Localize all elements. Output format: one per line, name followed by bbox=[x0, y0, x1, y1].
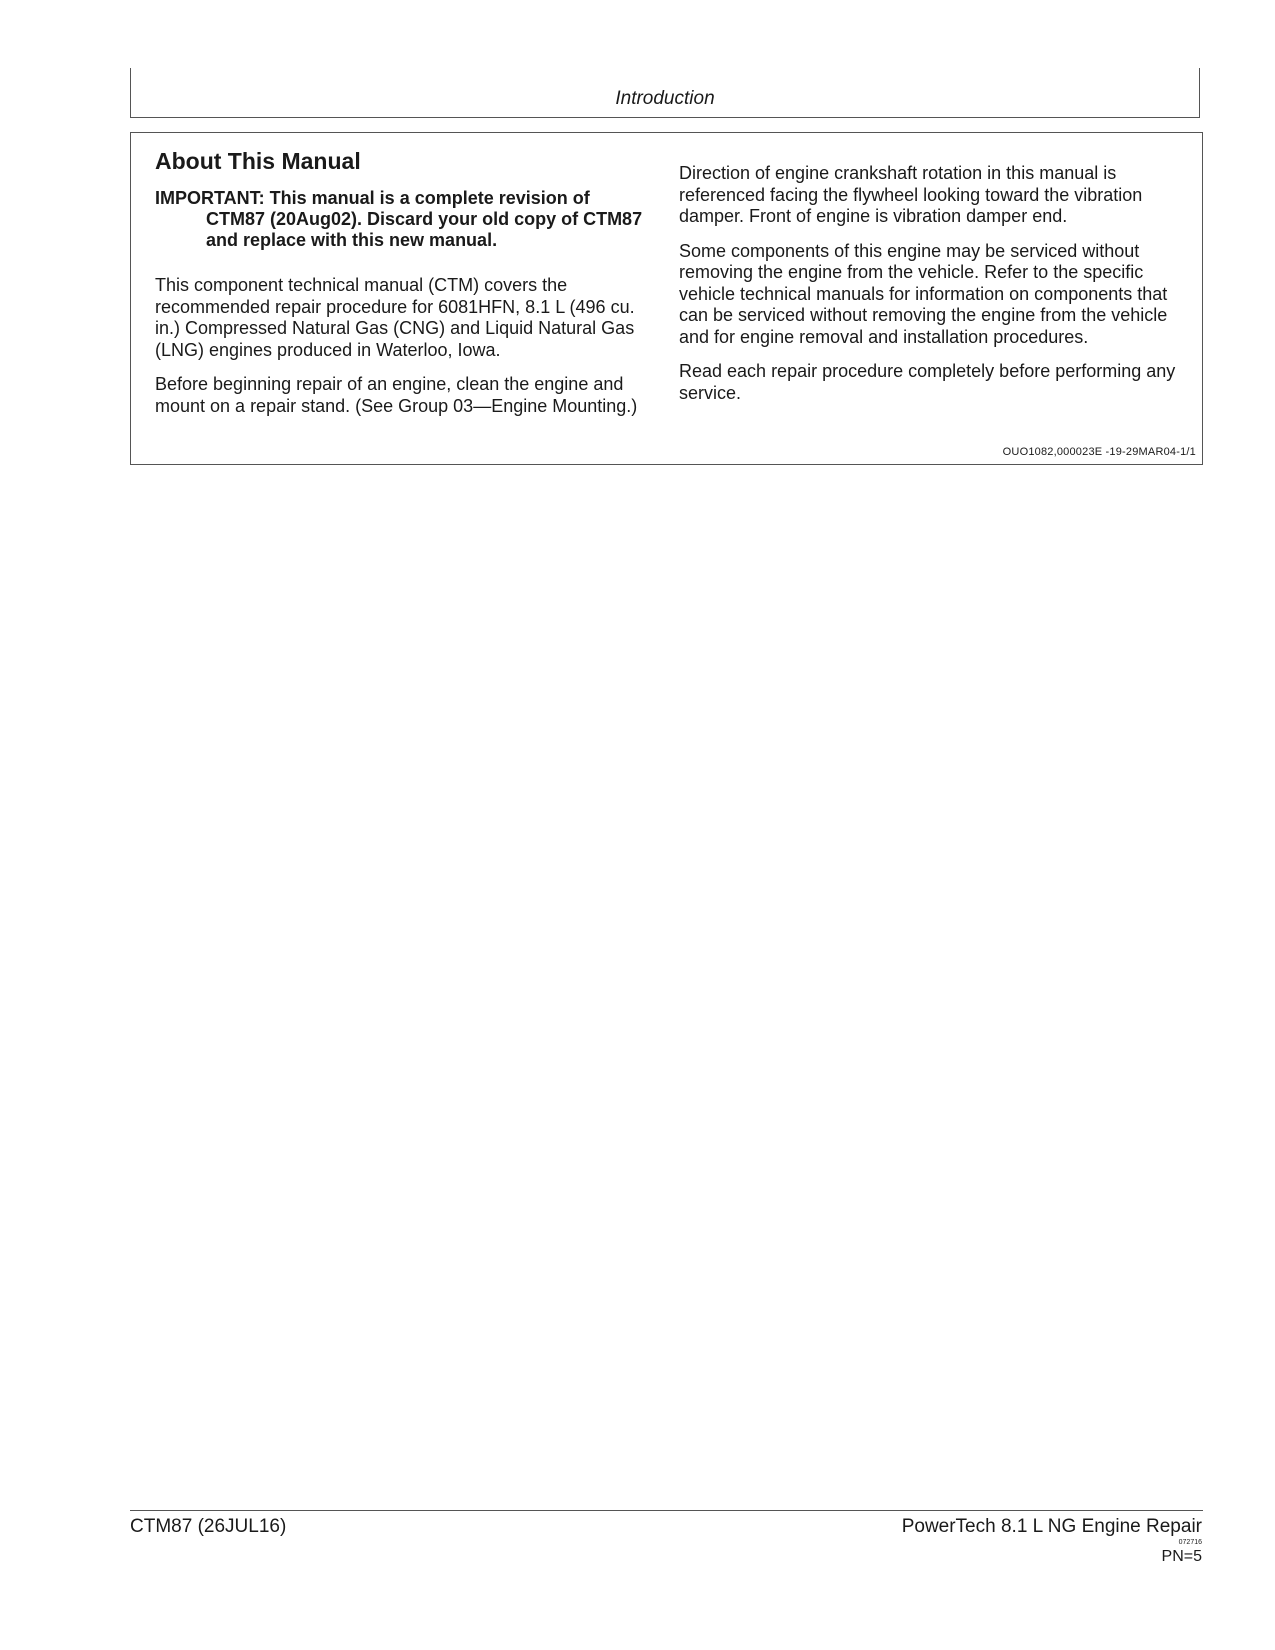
footer-divider bbox=[130, 1510, 1203, 1511]
paragraph-coverage: This component technical manual (CTM) covers the recommended repair procedure for 6081HFN, 8.1 L (496 cu. in.) Compressed Natural Gas (CNG) and Liquid Natural Gas (LNG) engines produced in Waterloo, Iowa. bbox=[155, 275, 635, 360]
page-number: PN=5 bbox=[1161, 1548, 1202, 1565]
right-column bbox=[679, 163, 1184, 417]
reference-code: OUO1082,000023E -19-29MAR04-1/1 bbox=[1002, 446, 1196, 458]
paragraph-read-procedure: Read each repair procedure completely before performing any service. bbox=[679, 361, 1176, 403]
paragraph-in-vehicle-service: Some components of this engine may be serviced without removing the engine from the vehicle. Refer to the specific vehicle technical manuals for information on components that can be serviced without removing the engine from the vehicle and for engine removal and installation procedures. bbox=[679, 240, 1168, 347]
left-column bbox=[155, 149, 645, 430]
header-title: Introduction bbox=[615, 88, 715, 109]
page-header bbox=[130, 68, 1200, 118]
important-notice: IMPORTANT: This manual is a complete revision of CTM87 (20Aug02). Discard your old copy of CTM87 and replace with this new manual. bbox=[155, 188, 643, 251]
footer-manual-id: CTM87 (26JUL16) bbox=[130, 1516, 287, 1537]
paragraph-preparation: Before beginning repair of an engine, clean the engine and mount on a repair stand. (See Group 03—Engine Mounting.) bbox=[155, 374, 638, 416]
paragraph-rotation: Direction of engine crankshaft rotation in this manual is referenced facing the flywheel looking toward the vibration damper. Front of engine is vibration damper end. bbox=[679, 163, 1143, 226]
about-manual-section bbox=[130, 132, 1203, 465]
footer-manual-title: PowerTech 8.1 L NG Engine Repair bbox=[901, 1516, 1202, 1537]
footer-date-stamp: 072716 bbox=[1178, 1539, 1202, 1546]
section-title: About This Manual bbox=[155, 148, 361, 174]
